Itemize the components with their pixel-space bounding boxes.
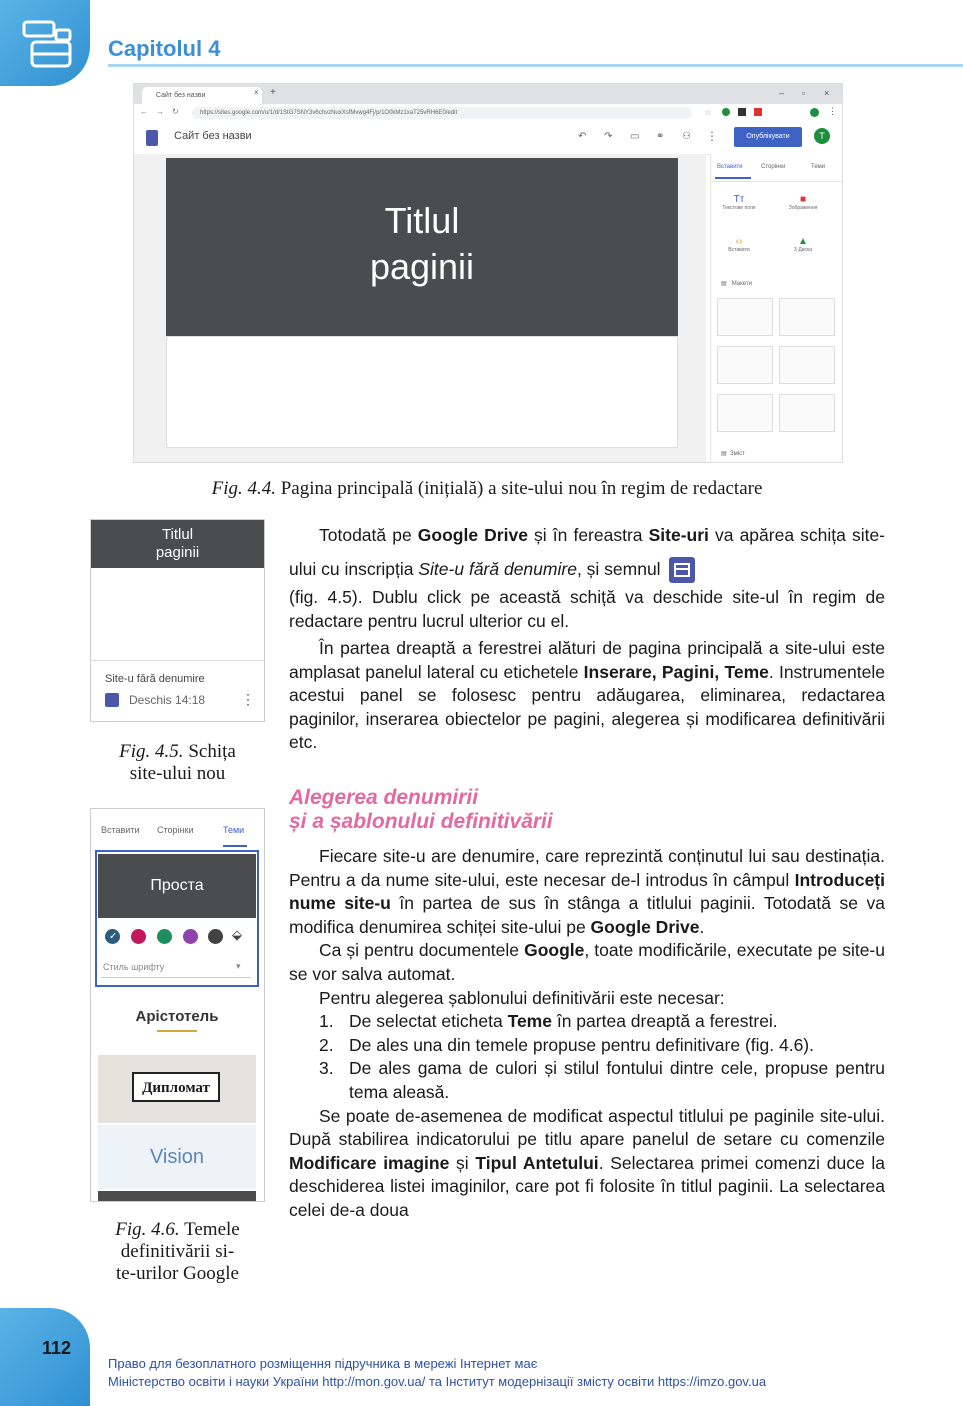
more-icon[interactable]: ⋮: [706, 129, 718, 143]
active-tab-indicator: [223, 845, 247, 847]
figure-4-5-site-card: [90, 519, 265, 722]
extension-icon[interactable]: [754, 108, 762, 116]
figure-4-6-themes-panel: [90, 808, 265, 1202]
redo-icon[interactable]: ↷: [604, 131, 613, 142]
footer-line-2: Міністерство освіти і науки України http://mon.gov.ua/ та Інститут модернізації змісту освіти https://imzo.gov.ua: [108, 1374, 767, 1389]
divider: [711, 181, 843, 182]
figure-4-6-caption: Fig. 4.6. Temele definitivării si- te-urilor Google: [115, 1219, 240, 1284]
sites-toolbar: [134, 122, 842, 155]
back-icon[interactable]: ←: [140, 107, 148, 116]
opened-time: Deschis 14:18: [129, 693, 206, 707]
menu-icon[interactable]: ⋮: [828, 106, 837, 116]
list-item: 3. De ales gama de culori și stilul fontului dintre cele, propuse pentru tema aleasă.: [319, 1058, 885, 1102]
tab-themes[interactable]: Теми: [223, 825, 245, 835]
profile-icon[interactable]: [810, 108, 819, 117]
theme-diplomat[interactable]: [98, 1055, 256, 1123]
chapter-corner-badge: [0, 0, 90, 86]
theme-diplomat-label: Дипломат: [132, 1072, 220, 1102]
drive-icon: ▲: [798, 236, 808, 247]
google-sites-icon: [669, 557, 695, 583]
chevron-down-icon[interactable]: ▾: [236, 961, 241, 971]
tab-pages[interactable]: Сторінки: [157, 825, 194, 835]
sites-logo-icon: [146, 130, 158, 146]
page-body[interactable]: [166, 336, 678, 448]
color-swatch[interactable]: [131, 929, 146, 944]
address-bar: [134, 104, 842, 123]
maximize-icon[interactable]: ▫: [802, 88, 806, 98]
star-icon[interactable]: ☆: [704, 108, 712, 117]
forward-icon[interactable]: →: [156, 107, 164, 116]
card-thumbnail-header[interactable]: Titlul paginii: [91, 520, 264, 568]
font-style-select[interactable]: Стиль шрифту: [103, 962, 165, 972]
check-icon: ✓: [109, 931, 118, 942]
extension-icon[interactable]: [738, 108, 746, 116]
page-title[interactable]: Titlul paginii: [369, 200, 475, 287]
section-heading: Alegerea denumirii și a șablonului definitivării: [289, 786, 553, 833]
embed-icon: ‹›: [735, 236, 743, 247]
link-icon[interactable]: ⚭: [656, 131, 665, 142]
extension-icon[interactable]: [722, 108, 730, 116]
figure-4-5-caption: Fig. 4.5. Schița site-ului nou: [119, 741, 236, 784]
avatar[interactable]: T: [814, 128, 830, 144]
new-tab-icon[interactable]: +: [270, 87, 276, 98]
theme-simple[interactable]: Проста: [98, 854, 256, 918]
header-rule: [108, 64, 963, 67]
insert-image[interactable]: ■ Зображення: [783, 194, 823, 211]
layout-icon: [22, 20, 82, 76]
more-options-icon[interactable]: ⋮: [241, 691, 255, 707]
layout-card[interactable]: [779, 346, 835, 384]
close-window-icon[interactable]: ×: [824, 88, 830, 98]
minimize-icon[interactable]: –: [779, 88, 785, 98]
browser-tab[interactable]: Сайт без назви: [142, 87, 262, 104]
site-title-input[interactable]: Сайт без назви: [174, 130, 252, 142]
insert-text-box[interactable]: Tт Текстове поле: [719, 194, 759, 211]
layouts-icon: ▤: [721, 281, 727, 287]
layout-card[interactable]: [717, 346, 773, 384]
figure-4-4-screenshot: [133, 83, 843, 463]
text-box-icon: Tт: [733, 194, 745, 205]
layout-card[interactable]: [717, 394, 773, 432]
list-item: 2. De ales una din temele propuse pentru definitivare (fig. 4.6).: [319, 1034, 814, 1055]
divider: [91, 660, 264, 661]
theme-vision[interactable]: Vision: [98, 1125, 256, 1189]
theme-next-preview[interactable]: [98, 1191, 256, 1202]
undo-icon[interactable]: ↶: [578, 131, 587, 142]
layout-card[interactable]: [779, 394, 835, 432]
layouts-label[interactable]: ▤ Макети: [721, 281, 753, 287]
chapter-title: Capitolul 4: [108, 36, 221, 61]
side-panel: [710, 154, 843, 462]
tab-pages[interactable]: Сторінки: [761, 164, 786, 170]
reload-icon[interactable]: ↻: [172, 107, 179, 116]
browser-tab-bar: [134, 84, 842, 104]
tab-insert[interactable]: Вставити: [717, 164, 743, 170]
color-swatch[interactable]: [157, 929, 172, 944]
tab-themes[interactable]: Теми: [811, 164, 826, 170]
list-item: 1. De selectat eticheta Teme în partea dreaptă a ferestrei.: [319, 1011, 778, 1032]
url-input[interactable]: https://sites.google.com/u/1/d/1StG7SNY3v6chvzNuxXsfMvwg4Fj/p/1O0kMz1xaT25vRH6E0/edit: [192, 107, 692, 119]
insert-drive[interactable]: ▲ З Диска: [783, 236, 823, 253]
layout-card[interactable]: [717, 298, 773, 336]
paragraph-3: Fiecare site-u are denumire, care reprezintă conținutul lui sau destinația. Pentru a da nume site-ului, este necesar de-l introdus în câmpul Introduceți nume site-u în partea de sus în stânga a titlului paginii. Totodată se va modifica denumirea schiței site-ului pe Google Drive. Ca și pentru documentele Google, toate modificările, executate pe site-u se vor salva automat. Pentru alegerea șablonului definitivării este necesar: 1. De selectat eticheta Teme în partea dreaptă a ferestrei. 2. De ales una din temele propuse pentru definitivare (fig. 4.6). 3. De ales gama de culori și stilul fontului dintre cele, propuse pentru tema aleasă. Se poate de-asemenea de modificat aspectul titlului pe paginile site-ului. După stabilirea indicatorului pe titlu apare panelul de setare cu comenzile Modificare imagine și Tipul Antetului. Selectarea primei comenzi duce la deschiderea listei imaginilor, care pot fi folosite în titlul paginii. La selectarea celei de-a doua: [289, 846, 885, 1220]
publish-button[interactable]: Опублікувати: [734, 127, 802, 147]
theme-aristotle[interactable]: Арістотель: [98, 989, 256, 1053]
active-tab-indicator: [715, 177, 751, 179]
color-swatch[interactable]: [183, 929, 198, 944]
image-icon: ■: [799, 194, 807, 205]
tab-insert[interactable]: Вставити: [101, 825, 140, 835]
share-icon[interactable]: ⚇: [682, 131, 691, 142]
page-header-banner[interactable]: [166, 158, 678, 336]
select-underline: [101, 977, 251, 978]
editor-canvas: [134, 154, 706, 462]
contents-label[interactable]: ▤ Зміст: [721, 451, 745, 457]
paragraph-1: Totodată pe Google Drive și în fereastra Site-uri va apărea schița site-ului cu inscripția Site-u fără denumire, și semnul (fig. 4.5). Dublu click pe această schiță va deschide site-ul în regim de redactare pentru lucrul ulterior cu el.: [289, 525, 886, 631]
contents-icon: ▤: [721, 451, 727, 457]
sites-icon: [105, 693, 119, 707]
page-number: 112: [42, 1338, 72, 1358]
theme-accent-line: [157, 1030, 197, 1032]
layout-card[interactable]: [779, 298, 835, 336]
footer-line-1: Право для безоплатного розміщення підручника в мережі Інтернет має: [108, 1356, 538, 1371]
close-tab-icon[interactable]: ×: [254, 88, 259, 97]
color-swatch[interactable]: [208, 929, 223, 944]
insert-embed[interactable]: ‹› Вставити: [719, 236, 759, 253]
figure-4-4-caption: Fig. 4.4. Pagina principală (inițială) a site-ului nou în regim de redactare: [211, 478, 763, 499]
paint-bucket-icon[interactable]: ⬙: [232, 927, 242, 942]
site-name[interactable]: Site-u fără denumire: [105, 673, 205, 685]
paragraph-2: În partea dreaptă a ferestrei alături de pagina principală a site-ului este amplasat panelul lateral cu etichetele Inserare, Pagini, Teme. Instrumentele acestui panel se folosesc pentru adăugarea, eliminarea, redactarea paginilor, inserarea obiectelor pe pagini, alegerea și modificarea definitivării etc.: [289, 638, 885, 753]
preview-icon[interactable]: ▭: [630, 131, 640, 142]
